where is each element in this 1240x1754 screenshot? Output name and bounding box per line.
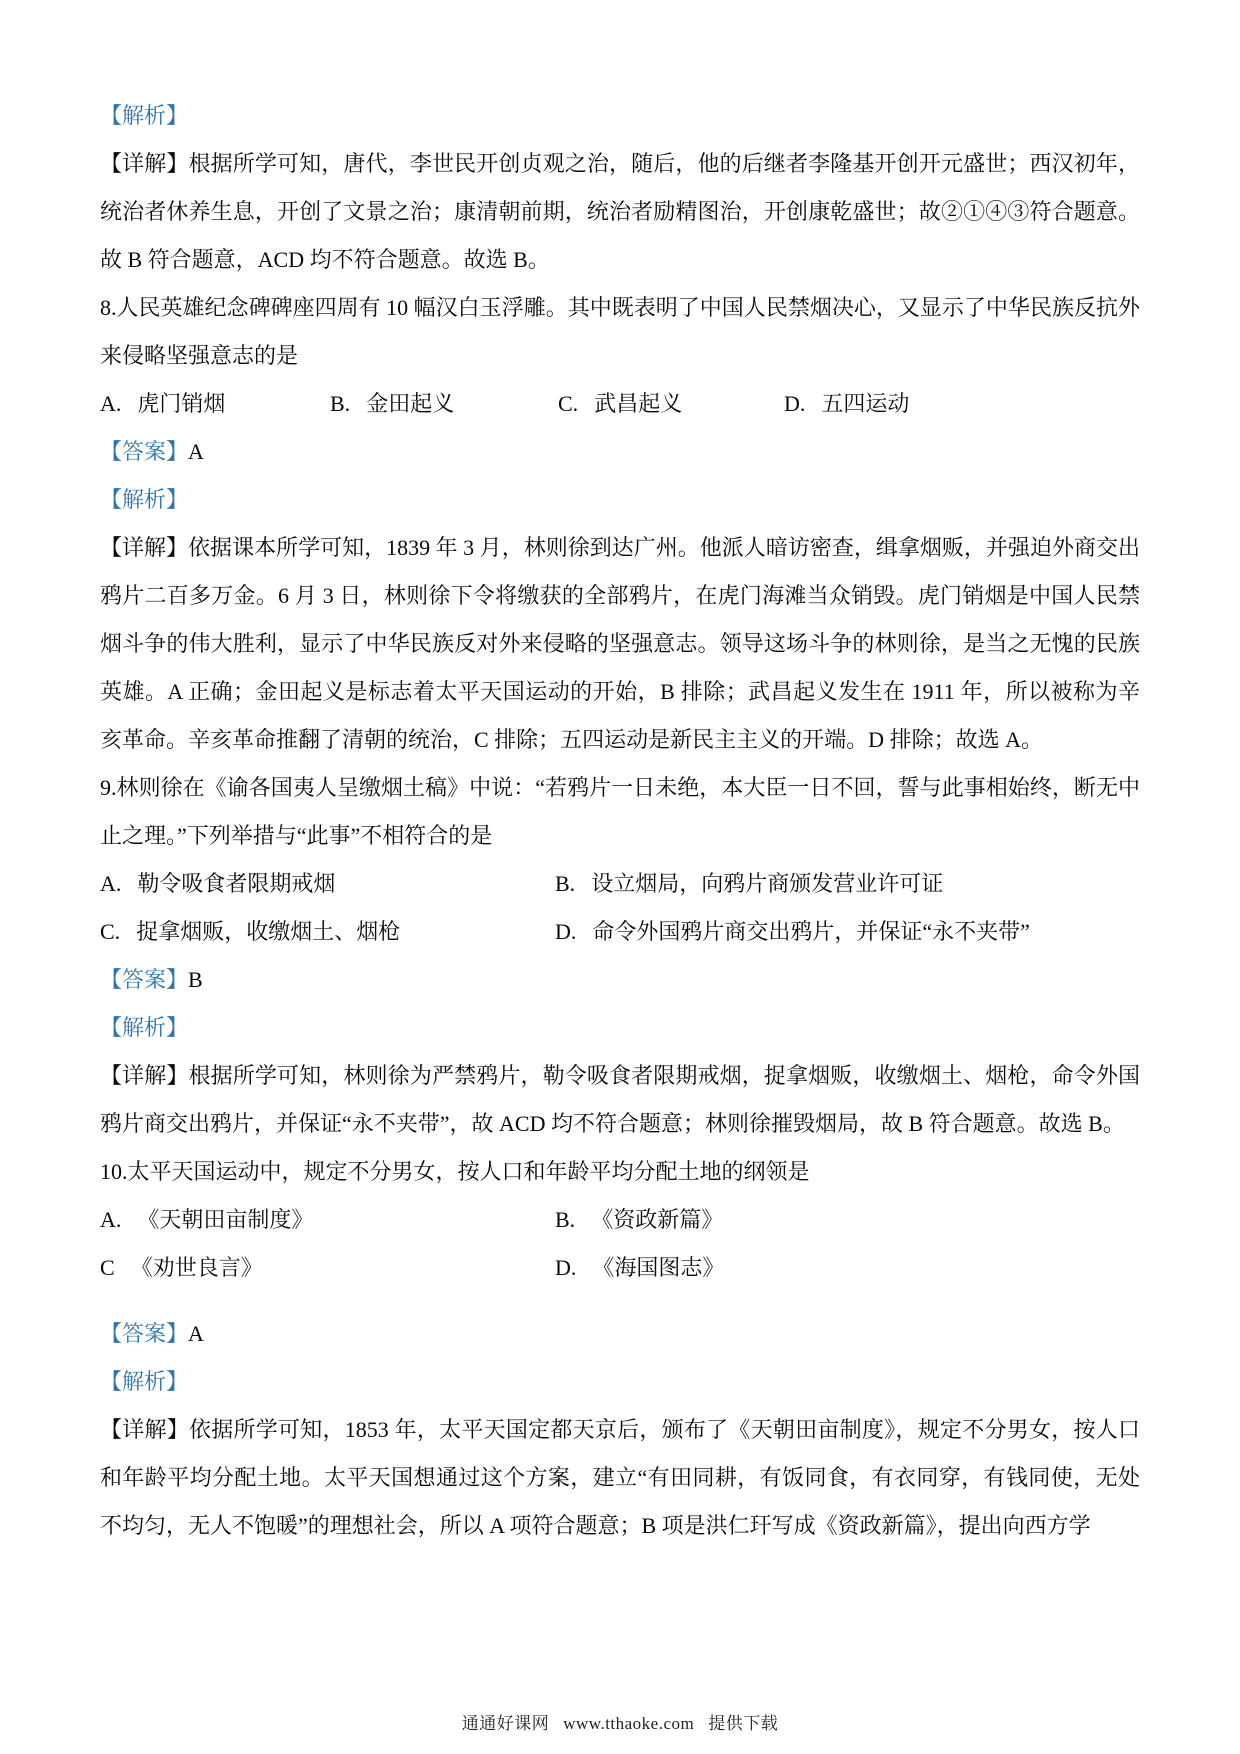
option-a: [100, 1196, 555, 1244]
question-10-answer-line: [100, 1310, 1140, 1358]
footer-url: www.tthaoke.com: [563, 1714, 695, 1733]
option-b-label: B.: [555, 871, 576, 896]
option-d: [784, 380, 1140, 428]
option-c: [100, 908, 555, 956]
question-10-detail: 【详解】依据所学可知，1853 年，太平天国定都天京后，颁布了《天朝田亩制度》，规定不分男女，按人口和年龄平均分配土地。太平天国想通过这个方案，建立“有田同耕，有饭同食，有衣同穿，有钱同使，无处不均匀，无人不饱暖”的理想社会，所以 A 项符合题意；B 项是洪仁玕写成《资政新篇》，提出向西方学: [100, 1417, 1140, 1538]
question-9-answer-line: [100, 956, 1140, 1004]
option-c-label: C: [100, 1255, 115, 1280]
footer-suffix: 提供下载: [708, 1714, 779, 1733]
question-8-stem: 8.人民英雄纪念碑碑座四周有 10 幅汉白玉浮雕。其中既表明了中国人民禁烟决心，又显示了中华民族反抗外来侵略坚强意志的是: [100, 295, 1140, 368]
option-a-text: 《天朝田亩制度》: [137, 1207, 314, 1232]
option-b-label: B.: [555, 1207, 576, 1232]
answer-label: 【答案】: [100, 967, 189, 992]
option-d: [555, 908, 1140, 956]
analysis-label: 【解析】: [100, 1015, 189, 1040]
question-10-options-row-1: [100, 1196, 1140, 1244]
analysis-label: 【解析】: [100, 1369, 189, 1394]
option-a-label: A.: [100, 871, 122, 896]
question-10-options-row-2: [100, 1244, 1140, 1292]
option-b-text: 金田起义: [366, 391, 455, 416]
question-9-detail: 【详解】根据所学可知，林则徐为严禁鸦片，勒令吸食者限期戒烟，捉拿烟贩，收缴烟土、烟枪，命令外国鸦片商交出鸦片，并保证“永不夹带”，故 ACD 均不符合题意；林则徐摧毁烟局，故 B 符合题意。故选 B。: [100, 1063, 1140, 1136]
option-c-text: 捉拿烟贩，收缴烟土、烟枪: [136, 919, 401, 944]
option-d-text: 《海国图志》: [592, 1255, 725, 1280]
option-b: [330, 380, 558, 428]
option-b: [555, 860, 1140, 908]
option-a-text: 虎门销烟: [137, 391, 226, 416]
answer-value: A: [188, 439, 204, 464]
option-c: [558, 380, 784, 428]
question-8-answer-line: [100, 428, 1140, 476]
question-9-stem: 9.林则徐在《谕各国夷人呈缴烟土稿》中说：“若鸦片一日未绝，本大臣一日不回，誓与此事相始终，断无中止之理。”下列举措与“此事”不相符合的是: [100, 775, 1140, 848]
option-b-text: 设立烟局，向鸦片商颁发营业许可证: [591, 871, 944, 896]
question-8-options: [100, 380, 1140, 428]
option-b-label: B.: [330, 391, 351, 416]
answer-label: 【答案】: [100, 1321, 189, 1346]
question-10-stem: 10.太平天国运动中，规定不分男女，按人口和年龄平均分配土地的纲领是: [100, 1159, 810, 1184]
option-a-label: A.: [100, 1207, 122, 1232]
question-9-options-row-2: [100, 908, 1140, 956]
answer-label: 【答案】: [100, 439, 189, 464]
option-a-text: 勒令吸食者限期戒烟: [137, 871, 336, 896]
answer-value: B: [188, 967, 203, 992]
analysis-label: 【解析】: [100, 487, 189, 512]
option-c-label: C.: [558, 391, 579, 416]
option-c-text: 《劝世良言》: [130, 1255, 263, 1280]
analysis-label: 【解析】: [100, 103, 189, 128]
option-d-label: D.: [784, 391, 806, 416]
page-content: [100, 92, 1140, 1550]
option-a-label: A.: [100, 391, 122, 416]
question-8-detail: 【详解】依据课本所学可知，1839 年 3 月，林则徐到达广州。他派人暗访密查，缉拿烟贩，并强迫外商交出鸦片二百多万金。6 月 3 日，林则徐下令将缴获的全部鸦片，在虎门海滩当众销毁。虎门销烟是中国人民禁烟斗争的伟大胜利，显示了中华民族反对外来侵略的坚强意志。领导这场斗争的林则徐，是当之无愧的民族英雄。A 正确；金田起义是标志着太平天国运动的开始，B 排除；武昌起义发生在 1911 年，所以被称为辛亥革命。辛亥革命推翻了清朝的统治，C 排除；五四运动是新民主主义的开端。D 排除；故选 A。: [100, 535, 1140, 752]
option-b-text: 《资政新篇》: [591, 1207, 724, 1232]
option-d-text: 五四运动: [821, 391, 910, 416]
option-c-text: 武昌起义: [594, 391, 683, 416]
detail-paragraph: 【详解】根据所学可知，唐代，李世民开创贞观之治，随后，他的后继者李隆基开创开元盛世；西汉初年，统治者休养生息，开创了文景之治；康清朝前期，统治者励精图治，开创康乾盛世；故②①④③符合题意。故 B 符合题意，ACD 均不符合题意。故选 B。: [100, 151, 1140, 272]
option-d-label: D.: [555, 919, 577, 944]
option-c-label: C.: [100, 919, 121, 944]
option-d: [555, 1244, 1140, 1292]
option-a: [100, 860, 555, 908]
option-a: [100, 380, 330, 428]
option-b: [555, 1196, 1140, 1244]
page-footer: [0, 1712, 1240, 1736]
footer-site-name: 通通好课网: [461, 1714, 550, 1733]
option-d-text: 命令外国鸦片商交出鸦片，并保证“永不夹带”: [592, 919, 1030, 944]
question-9-options-row-1: [100, 860, 1140, 908]
answer-value: A: [188, 1321, 204, 1346]
option-c: [100, 1244, 555, 1292]
option-d-label: D.: [555, 1255, 577, 1280]
